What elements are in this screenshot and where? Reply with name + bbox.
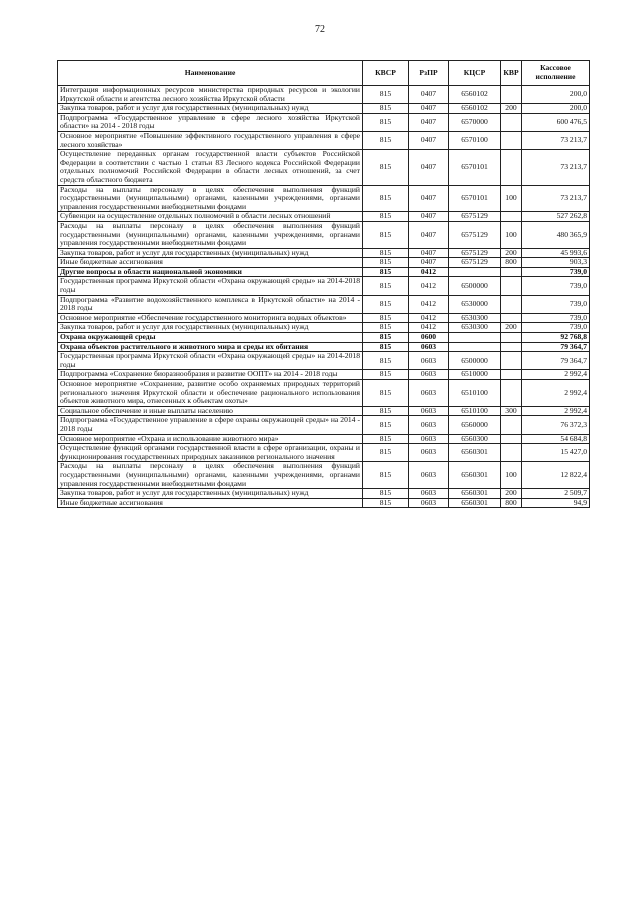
cell-rzpr: 0407	[409, 258, 449, 268]
cell-kvsr: 815	[363, 342, 409, 352]
cell-kvr: 200	[501, 104, 522, 114]
cell-name: Расходы на выплаты персоналу в целях обеспечения выполнения функций государственными (муниципальными) органами, казенными учреждениями, органами управления государственными внебюджетными фондами	[58, 462, 363, 489]
cell-kvsr: 815	[363, 416, 409, 434]
cell-name: Расходы на выплаты персоналу в целях обеспечения выполнения функций государственными (муниципальными) органами, казенными учреждениями, органами управления государственными внебюджетными фондами	[58, 185, 363, 212]
table-row	[58, 104, 590, 114]
cell-kvsr: 815	[363, 221, 409, 248]
cell-kcsr: 6575129	[449, 248, 501, 258]
cell-kvsr: 815	[363, 352, 409, 370]
header-kvsr: КВСР	[363, 61, 409, 86]
cell-rzpr: 0603	[409, 352, 449, 370]
cell-name: Закупка товаров, работ и услуг для государственных (муниципальных) нужд	[58, 489, 363, 499]
cell-kvsr: 815	[363, 277, 409, 295]
cell-rzpr: 0407	[409, 150, 449, 185]
cell-name: Закупка товаров, работ и услуг для государственных (муниципальных) нужд	[58, 323, 363, 333]
cell-kcsr: 6560300	[449, 434, 501, 444]
cell-kcsr: 6570100	[449, 131, 501, 149]
table-row	[58, 333, 590, 343]
cell-kvr	[501, 333, 522, 343]
cell-kcsr: 6510000	[449, 370, 501, 380]
table-row	[58, 489, 590, 499]
table-row	[58, 462, 590, 489]
cell-name: Подпрограмма «Государственное управление в сфере охраны окружающей среды» на 2014 - 2018 годы	[58, 416, 363, 434]
cell-name: Подпрограмма «Сохранение биоразнообразия и развитие ООПТ» на 2014 - 2018 годы	[58, 370, 363, 380]
cell-name: Подпрограмма «Развитие водохозяйственного комплекса в Иркутской области» на 2014 - 2018 годы	[58, 295, 363, 313]
cell-name: Охрана объектов растительного и животного мира и среды их обитания	[58, 342, 363, 352]
table-row	[58, 258, 590, 268]
cell-name: Подпрограмма «Государственное управление в сфере лесного хозяйства Иркутской области» на 2014 - 2018 годы	[58, 113, 363, 131]
table-row	[58, 221, 590, 248]
cell-amount: 76 372,3	[522, 416, 590, 434]
header-kvr: КВР	[501, 61, 522, 86]
cell-rzpr: 0407	[409, 185, 449, 212]
cell-kvr: 800	[501, 258, 522, 268]
cell-rzpr: 0407	[409, 131, 449, 149]
cell-kvr	[501, 444, 522, 462]
cell-kvr	[501, 150, 522, 185]
cell-rzpr: 0603	[409, 342, 449, 352]
page-number: 72	[315, 24, 325, 35]
header-kcsr: КЦСР	[449, 61, 501, 86]
cell-kvsr: 815	[363, 185, 409, 212]
cell-amount: 600 476,5	[522, 113, 590, 131]
cell-kvr	[501, 380, 522, 407]
cell-kcsr: 6560301	[449, 444, 501, 462]
cell-amount: 92 768,8	[522, 333, 590, 343]
cell-kcsr: 6530300	[449, 323, 501, 333]
cell-amount: 2 992,4	[522, 370, 590, 380]
budget-table	[57, 60, 590, 508]
table-row	[58, 295, 590, 313]
cell-name: Основное мероприятие «Сохранение, развитие особо охраняемых природных территорий регионального значения Иркутской области и обеспечение рационального использования объектов животного мира, отнесенных к объектам охоты»	[58, 380, 363, 407]
cell-rzpr: 0412	[409, 295, 449, 313]
table-row	[58, 212, 590, 222]
table-row	[58, 352, 590, 370]
cell-kvr	[501, 295, 522, 313]
cell-kcsr: 6575129	[449, 212, 501, 222]
table-row	[58, 416, 590, 434]
cell-amount: 739,0	[522, 323, 590, 333]
cell-name: Социальное обеспечение и иные выплаты населению	[58, 406, 363, 416]
cell-kcsr: 6560102	[449, 86, 501, 104]
cell-kvsr: 815	[363, 406, 409, 416]
cell-amount: 73 213,7	[522, 150, 590, 185]
cell-rzpr: 0603	[409, 380, 449, 407]
cell-rzpr: 0603	[409, 498, 449, 508]
cell-kvr: 100	[501, 185, 522, 212]
cell-name: Иные бюджетные ассигнования	[58, 258, 363, 268]
cell-kvsr: 815	[363, 462, 409, 489]
cell-name: Расходы на выплаты персоналу в целях обеспечения выполнения функций государственными (муниципальными) органами, казенными учреждениями, органами управления государственными внебюджетными фондами	[58, 221, 363, 248]
cell-amount: 739,0	[522, 295, 590, 313]
cell-kcsr: 6500000	[449, 352, 501, 370]
cell-kvsr: 815	[363, 333, 409, 343]
cell-kvr: 800	[501, 498, 522, 508]
cell-kvsr: 815	[363, 131, 409, 149]
cell-amount: 2 992,4	[522, 380, 590, 407]
cell-amount: 54 684,8	[522, 434, 590, 444]
cell-name: Основное мероприятие «Охрана и использование животного мира»	[58, 434, 363, 444]
cell-amount: 73 213,7	[522, 131, 590, 149]
cell-amount: 903,3	[522, 258, 590, 268]
cell-kcsr: 6560301	[449, 462, 501, 489]
cell-rzpr: 0603	[409, 406, 449, 416]
cell-kcsr: 6560102	[449, 104, 501, 114]
cell-kvr	[501, 277, 522, 295]
cell-kcsr	[449, 342, 501, 352]
cell-kvr: 200	[501, 248, 522, 258]
cell-kvr	[501, 267, 522, 277]
cell-kvsr: 815	[363, 370, 409, 380]
cell-name: Основное мероприятие «Обеспечение государственного мониторинга водных объектов»	[58, 313, 363, 323]
cell-kvsr: 815	[363, 248, 409, 258]
cell-amount: 15 427,0	[522, 444, 590, 462]
cell-amount: 94,9	[522, 498, 590, 508]
cell-kvsr: 815	[363, 86, 409, 104]
cell-rzpr: 0407	[409, 212, 449, 222]
cell-name: Закупка товаров, работ и услуг для государственных (муниципальных) нужд	[58, 104, 363, 114]
cell-kvsr: 815	[363, 258, 409, 268]
cell-kvsr: 815	[363, 489, 409, 499]
cell-kcsr	[449, 333, 501, 343]
cell-rzpr: 0412	[409, 323, 449, 333]
cell-name: Другие вопросы в области национальной экономики	[58, 267, 363, 277]
cell-name: Осуществление переданных органам государственной власти субъектов Российской Федерации в соответствии с частью 1 статьи 83 Лесного кодекса Российской Федерации отдельных полномочий Российской Федерации в области лесных отношений, за счет средств областного бюджета	[58, 150, 363, 185]
cell-kvr: 200	[501, 323, 522, 333]
header-name: Наименование	[58, 61, 363, 86]
header-rzpr: РзПР	[409, 61, 449, 86]
cell-kvr: 100	[501, 221, 522, 248]
cell-kvsr: 815	[363, 267, 409, 277]
cell-amount: 200,0	[522, 104, 590, 114]
cell-rzpr: 0407	[409, 86, 449, 104]
cell-rzpr: 0600	[409, 333, 449, 343]
cell-kvr: 300	[501, 406, 522, 416]
cell-kvr	[501, 352, 522, 370]
cell-kcsr: 6570101	[449, 185, 501, 212]
cell-rzpr: 0603	[409, 416, 449, 434]
cell-kvsr: 815	[363, 434, 409, 444]
cell-rzpr: 0603	[409, 462, 449, 489]
table-row	[58, 185, 590, 212]
cell-name: Государственная программа Иркутской области «Охрана окружающей среды» на 2014-2018 годы	[58, 352, 363, 370]
cell-name: Иные бюджетные ассигнования	[58, 498, 363, 508]
cell-kvsr: 815	[363, 380, 409, 407]
cell-name: Субвенции на осуществление отдельных полномочий в области лесных отношений	[58, 212, 363, 222]
cell-rzpr: 0603	[409, 370, 449, 380]
table-row	[58, 131, 590, 149]
cell-amount: 73 213,7	[522, 185, 590, 212]
cell-rzpr: 0407	[409, 104, 449, 114]
cell-kvr	[501, 113, 522, 131]
cell-amount: 2 509,7	[522, 489, 590, 499]
cell-kcsr: 6575129	[449, 258, 501, 268]
cell-kvr	[501, 370, 522, 380]
cell-rzpr: 0407	[409, 221, 449, 248]
table-row	[58, 86, 590, 104]
cell-kvr	[501, 416, 522, 434]
cell-amount: 739,0	[522, 277, 590, 295]
cell-kvr	[501, 434, 522, 444]
cell-rzpr: 0412	[409, 277, 449, 295]
cell-kvr	[501, 86, 522, 104]
cell-name: Основное мероприятие «Повышение эффективного государственного управления в сфере лесного хозяйства»	[58, 131, 363, 149]
cell-rzpr: 0407	[409, 248, 449, 258]
cell-amount: 79 364,7	[522, 342, 590, 352]
cell-kcsr: 6530300	[449, 313, 501, 323]
table-row	[58, 150, 590, 185]
table-row	[58, 444, 590, 462]
cell-name: Осуществление функций органами государственной власти в сфере организации, охраны и функционирования государственных природных заказников регионального значения	[58, 444, 363, 462]
cell-kcsr: 6500000	[449, 277, 501, 295]
cell-amount: 527 262,8	[522, 212, 590, 222]
header-amount: Кассовое исполнение	[522, 61, 590, 86]
table-header-row	[58, 61, 590, 86]
cell-kvr: 200	[501, 489, 522, 499]
cell-kcsr: 6570000	[449, 113, 501, 131]
cell-kvsr: 815	[363, 313, 409, 323]
cell-kvr: 100	[501, 462, 522, 489]
cell-amount: 480 365,9	[522, 221, 590, 248]
cell-kvr	[501, 342, 522, 352]
cell-rzpr: 0603	[409, 489, 449, 499]
cell-kcsr: 6510100	[449, 380, 501, 407]
cell-kvsr: 815	[363, 323, 409, 333]
cell-kvsr: 815	[363, 444, 409, 462]
cell-kvr	[501, 131, 522, 149]
table-row	[58, 380, 590, 407]
cell-name: Закупка товаров, работ и услуг для государственных (муниципальных) нужд	[58, 248, 363, 258]
cell-kcsr: 6560000	[449, 416, 501, 434]
cell-kcsr: 6560301	[449, 489, 501, 499]
cell-name: Государственная программа Иркутской области «Охрана окружающей среды» на 2014-2018 годы	[58, 277, 363, 295]
cell-amount: 200,0	[522, 86, 590, 104]
cell-kcsr: 6510100	[449, 406, 501, 416]
cell-kvr	[501, 212, 522, 222]
table-body	[58, 86, 590, 508]
cell-kvsr: 815	[363, 212, 409, 222]
cell-name: Охрана окружающей среды	[58, 333, 363, 343]
cell-kcsr: 6560301	[449, 498, 501, 508]
table-row	[58, 277, 590, 295]
cell-kcsr: 6575129	[449, 221, 501, 248]
cell-kvsr: 815	[363, 150, 409, 185]
cell-name: Интеграция информационных ресурсов министерства природных ресурсов и экологии Иркутской области и агентства лесного хозяйства Иркутской области	[58, 86, 363, 104]
cell-rzpr: 0412	[409, 313, 449, 323]
cell-amount: 739,0	[522, 267, 590, 277]
table-row	[58, 113, 590, 131]
cell-rzpr: 0603	[409, 434, 449, 444]
cell-rzpr: 0407	[409, 113, 449, 131]
cell-amount: 79 364,7	[522, 352, 590, 370]
cell-amount: 2 992,4	[522, 406, 590, 416]
cell-kvsr: 815	[363, 113, 409, 131]
cell-kcsr: 6530000	[449, 295, 501, 313]
cell-kcsr: 6570101	[449, 150, 501, 185]
cell-kvsr: 815	[363, 104, 409, 114]
cell-rzpr: 0412	[409, 267, 449, 277]
cell-kcsr	[449, 267, 501, 277]
cell-kvsr: 815	[363, 498, 409, 508]
cell-amount: 739,0	[522, 313, 590, 323]
cell-rzpr: 0603	[409, 444, 449, 462]
cell-amount: 45 993,6	[522, 248, 590, 258]
table-row	[58, 498, 590, 508]
cell-amount: 12 822,4	[522, 462, 590, 489]
cell-kvsr: 815	[363, 295, 409, 313]
